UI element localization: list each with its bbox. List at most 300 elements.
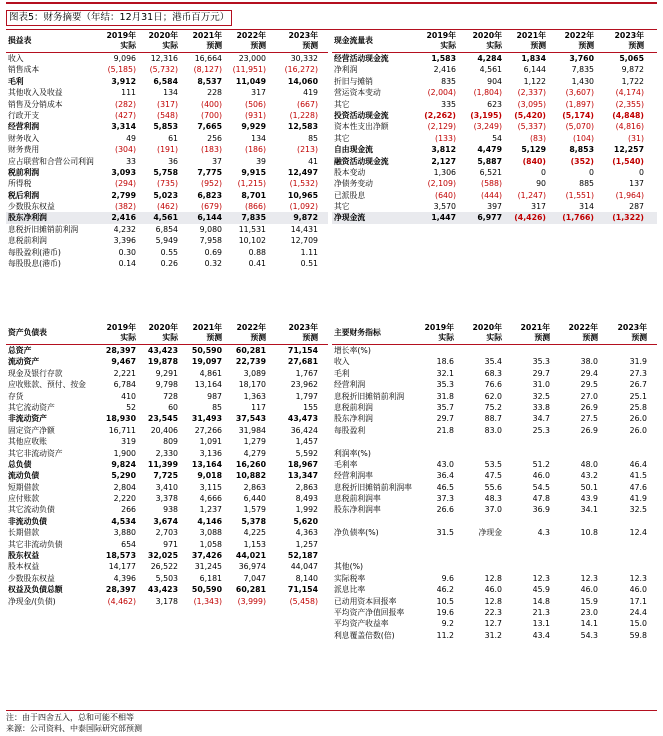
ratios-cell: 26.0 [629,425,647,435]
balance-cell: 3,088 [199,528,222,538]
income-cell: 39 [256,156,266,166]
balance-cell: 8,140 [295,573,318,583]
ratios-row-label: 已动用资本回报率 [334,596,397,606]
income-cell: 0.51 [300,259,318,269]
ratios-row-label: 实际税率 [334,573,366,583]
ratios-cell: 47.8 [532,494,550,504]
cashflow-cell: 1,122 [523,76,546,86]
cashflow-cell: 335 [441,99,456,109]
balance-cell: 1,363 [243,391,266,401]
balance-cell: (4,462) [107,596,136,606]
cashflow-cell: 137 [629,179,644,189]
balance-row [6,561,328,572]
cashflow-cell: (4,426) [514,213,546,223]
cashflow-cell: 0 [541,167,546,177]
balance-row-label: 权益及负债总额 [8,585,63,595]
balance-row-label: 应付账款 [8,494,40,504]
balance-row [6,459,328,470]
balance-cell: 7,047 [243,573,266,583]
balance-cell: 5,503 [155,573,178,583]
balance-cell: 85 [212,402,222,412]
ratios-cell: 37.3 [436,494,454,504]
balance-row-label: 其它非流动资产 [8,448,63,458]
ratios-cell: 10.8 [580,528,598,538]
ratios-cell: 53.5 [484,459,502,469]
ratios-cell: 26.0 [629,414,647,424]
balance-cell: 3,115 [199,482,222,492]
ratios-cell: 59.8 [629,630,647,640]
cashflow-cell: 1,583 [431,54,456,63]
income-row-label: 财务费用 [8,145,40,155]
cashflow-cell: 4,284 [477,54,502,63]
cashflow-cell: (444) [481,190,502,200]
balance-cell: 5,592 [295,448,318,458]
income-row [6,178,328,189]
balance-cell: 22,739 [235,357,266,367]
balance-cell: 6,440 [243,494,266,504]
income-cell: 7,958 [199,236,222,246]
income-cell: 6,584 [153,76,178,86]
ratios-cell: 12.8 [484,596,502,606]
income-cell: 8,537 [197,76,222,86]
year-type-label: 预测 [250,333,266,342]
cashflow-cell: (1,322) [612,213,644,223]
year-label: 2020年 [148,323,178,332]
income-cell: 317 [251,88,266,98]
ratios-cell: 31.5 [436,528,454,538]
ratios-cell: 43.2 [580,471,598,481]
ratios-cell: 88.7 [484,414,502,424]
balance-row [6,413,328,424]
ratios-title: 主要财务指标 [334,328,381,337]
ratios-cell: 21.8 [436,425,454,435]
income-cell: 12,583 [287,122,318,132]
balance-cell: 5,620 [293,516,318,526]
income-cell: 11,049 [235,76,266,86]
year-column-header [412,31,456,51]
year-label: 2023年 [288,323,318,332]
cashflow-cell: (1,804) [473,88,502,98]
ratios-cell: 76.6 [484,380,502,390]
balance-cell: 728 [163,391,178,401]
ratios-cell: 46.0 [484,585,502,595]
income-cell: (952) [201,179,222,189]
ratios-cell: 14.1 [580,619,598,629]
cashflow-cell: 623 [487,99,502,109]
income-row [6,224,328,235]
cashflow-row [332,167,657,178]
balance-cell: 117 [251,402,266,412]
cashflow-cell: (1,766) [562,213,594,223]
ratios-row [332,448,657,459]
ratios-row [332,379,657,390]
balance-row-label: 总资产 [8,346,32,355]
balance-row-label: 现金及银行存款 [8,368,63,378]
balance-row-label: 短期借款 [8,482,40,492]
balance-cell: 13,347 [287,471,318,481]
cashflow-cell: 835 [441,76,456,86]
year-type-label: 实际 [438,333,454,342]
income-row [6,110,328,121]
cashflow-row-label: 自由现金流 [334,145,373,155]
ratios-cell: 35.7 [436,402,454,412]
income-row [6,212,328,223]
year-label: 2022年 [236,323,266,332]
balance-cell: 4,396 [113,573,136,583]
income-cell: 419 [303,88,318,98]
income-cell: 7,775 [197,167,222,177]
cashflow-cell: 4,479 [477,145,502,155]
balance-cell: 9,467 [111,357,136,367]
year-column-header [554,323,598,343]
balance-row-label: 流动负债 [8,471,40,481]
cashflow-row-label: 股本变动 [334,167,366,177]
ratios-row-label: 收入 [334,357,350,367]
balance-row [6,550,328,561]
year-column-header [458,323,502,343]
cashflow-row-label: 净债务变动 [334,179,373,189]
ratios-cell: 13.1 [532,619,550,629]
cashflow-cell: (83) [529,133,546,143]
balance-cell: 3,378 [155,494,178,504]
income-cell: 9,915 [241,167,266,177]
cashflow-row [332,201,657,212]
income-header [6,30,328,53]
income-cell: (462) [157,202,178,212]
ratios-cell: 43.9 [580,494,598,504]
ratios-cell: 46.0 [629,585,647,595]
balance-cell: 9,291 [155,368,178,378]
year-type-label: 预测 [302,41,318,50]
year-label: 2023年 [288,31,318,40]
balance-row [6,539,328,550]
balance-cell: 37,426 [191,551,222,561]
year-type-label: 预测 [302,333,318,342]
ratios-cell: 25.8 [629,402,647,412]
cashflow-cell: (5,174) [562,110,594,120]
income-cell: 228 [207,88,222,98]
cashflow-row-label: 其它 [334,133,350,143]
cashflow-cell: 8,853 [569,145,594,155]
income-cell: 23,000 [238,54,266,63]
cashflow-cell: (4,816) [615,122,644,132]
balance-row-label: 其它流动资产 [8,402,55,412]
income-cell: 16,664 [194,54,222,63]
cashflow-cell: (2,337) [517,88,546,98]
year-column-header [222,323,266,343]
year-type-label: 预测 [631,333,647,342]
ratios-row [332,618,657,629]
year-label: 2021年 [516,31,546,40]
balance-cell: 10,882 [235,471,266,481]
income-cell: (183) [201,145,222,155]
year-label: 2021年 [520,323,550,332]
cashflow-cell: 5,065 [619,54,644,63]
income-row-label: 少数股东权益 [8,202,55,212]
income-row [6,87,328,98]
balance-cell: 14,177 [108,562,136,572]
income-row [6,167,328,178]
income-cell: 5,853 [153,122,178,132]
balance-row [6,527,328,538]
year-label: 2021年 [192,31,222,40]
year-column-header [502,31,546,51]
income-cell: (700) [201,110,222,120]
ratios-cell: 31.2 [484,630,502,640]
cashflow-cell: 5,887 [477,156,502,166]
ratios-cell: 31.8 [436,391,454,401]
year-label: 2020年 [148,31,178,40]
cashflow-cell: 397 [487,202,502,212]
income-cell: 12,497 [287,167,318,177]
ratios-cell: 4.3 [537,528,550,538]
balance-cell: (5,458) [289,596,318,606]
ratios-row-label: 股东净利润率 [334,505,381,515]
ratios-cell: 35.4 [484,357,502,367]
year-column-header [178,323,222,343]
ratios-row [332,345,657,356]
ratios-cell: 34.1 [580,505,598,515]
balance-cell: 1,457 [295,437,318,447]
balance-cell: 3,178 [155,596,178,606]
income-cell: (213) [297,145,318,155]
income-cell: 0.32 [204,259,222,269]
balance-cell: 26,522 [150,562,178,572]
ratios-row [332,425,657,436]
ratios-row-label: 毛利 [334,368,350,378]
year-label: 2022年 [568,323,598,332]
balance-row [6,573,328,584]
cashflow-row-label: 其它 [334,202,350,212]
year-column-header [506,323,550,343]
cashflow-cell: (104) [573,133,594,143]
balance-cell: 1,153 [243,539,266,549]
year-label: 2022年 [236,31,266,40]
income-cell: 14,060 [287,76,318,86]
ratios-row [332,356,657,367]
cashflow-cell: (1,540) [612,156,644,166]
ratios-cell: 29.4 [580,368,598,378]
year-label: 2023年 [614,31,644,40]
cashflow-cell: 287 [629,202,644,212]
balance-cell: 971 [163,539,178,549]
balance-cell: 3,136 [199,448,222,458]
income-cell: 134 [251,133,266,143]
ratios-cell: 47.6 [629,482,647,492]
income-row [6,247,328,258]
cashflow-cell: 6,144 [523,65,546,75]
figure-title: 图表5：财务摘要（年结：12月31日；港币百万元） [6,10,232,26]
income-cell: 1.11 [300,247,318,257]
ratios-cell: 25.3 [532,425,550,435]
balance-cell: 2,220 [113,494,136,504]
balance-cell: 31,493 [191,414,222,424]
balance-row-label: 固定资产净额 [8,425,55,435]
balance-cell: 71,154 [287,585,318,595]
income-cell: (11,951) [232,65,266,75]
balance-sheet-panel [6,322,328,607]
income-cell: 0.88 [248,247,266,257]
income-cell: 3,314 [111,122,136,132]
income-cell: (5,185) [107,65,136,75]
ratios-row-label: 息税折旧摊销前利润 [334,391,405,401]
cashflow-row-label: 经营活动现金流 [334,54,389,63]
cashflow-cell: 1,834 [521,54,546,63]
ratios-cell: 15.0 [629,619,647,629]
balance-cell: 43,423 [147,346,178,355]
ratios-row [332,402,657,413]
year-column-header [458,31,502,51]
cashflow-cell: (2,109) [427,179,456,189]
balance-cell: 4,225 [243,528,266,538]
cashflow-cell: (31) [627,133,644,143]
cashflow-cell: (640) [435,190,456,200]
ratios-row [332,413,657,424]
income-row-label: 息税前利润 [8,236,47,246]
balance-cell: 36,424 [290,425,318,435]
income-row-label: 行政开支 [8,110,40,120]
ratios-cell: 55.6 [484,482,502,492]
year-type-label: 预测 [250,41,266,50]
ratios-row-label: 派息比率 [334,585,366,595]
ratios-cell: 24.4 [629,607,647,617]
cashflow-cell: (1,897) [565,99,594,109]
year-type-label: 预测 [206,333,222,342]
balance-cell: 2,863 [295,482,318,492]
income-row-label: 每股股息(港币) [8,259,61,269]
ratios-cell: 46.2 [436,585,454,595]
cashflow-row-label: 净现金流 [334,213,366,223]
balance-cell: 9,018 [197,471,222,481]
income-row [6,76,328,87]
ratios-row-label: 利润率(%) [334,448,371,458]
income-cell: 0.55 [160,247,178,257]
income-row [6,258,328,269]
year-label: 2019年 [424,323,454,332]
ratios-cell: 47.5 [484,471,502,481]
income-row-label: 毛利 [8,76,24,86]
balance-row-label: 净现金/(负债) [8,596,56,606]
cashflow-cell: 317 [531,202,546,212]
income-cell: 14,431 [290,224,318,234]
balance-cell: 16,711 [108,425,136,435]
cashflow-row-label: 净利润 [334,65,358,75]
income-cell: (5,732) [149,65,178,75]
year-label: 2021年 [192,323,222,332]
cashflow-cell: (2,004) [427,88,456,98]
income-cell: (304) [115,145,136,155]
balance-cell: 50,590 [191,346,222,355]
ratios-cell: 46.5 [436,482,454,492]
balance-cell: 18,573 [105,551,136,561]
balance-row-label: 少数股东权益 [8,573,55,583]
ratios-row [332,630,657,641]
balance-row-label: 非流动负债 [8,516,47,526]
balance-row-label: 其它非流动负债 [8,539,63,549]
ratios-row [332,516,657,527]
cashflow-cell: (4,174) [615,88,644,98]
income-cell: (382) [115,202,136,212]
cashflow-cell: (3,195) [470,110,502,120]
ratios-cell: 31.9 [629,357,647,367]
balance-cell: 4,279 [243,448,266,458]
ratios-cell: 15.9 [580,596,598,606]
ratios-row [332,391,657,402]
income-cell: 9,096 [113,54,136,63]
year-type-label: 实际 [162,333,178,342]
income-row-label: 销售及分销成本 [8,99,63,109]
cashflow-cell: 9,872 [621,65,644,75]
income-cell: 6,144 [197,213,222,223]
income-cell: 9,080 [199,224,222,234]
balance-row-label: 非流动资产 [8,414,47,424]
ratios-row-label: 毛利率 [334,459,358,469]
income-cell: (16,272) [284,65,318,75]
balance-cell: 5,378 [241,516,266,526]
income-cell: (667) [297,99,318,109]
balance-cell: 6,784 [113,380,136,390]
income-cell: 7,665 [197,122,222,132]
income-row [6,190,328,201]
ratios-cell: 29.5 [580,380,598,390]
balance-title: 资产负债表 [8,328,47,337]
year-type-label: 预测 [628,41,644,50]
ratios-row [332,504,657,515]
ratios-cell: 22.3 [484,607,502,617]
balance-cell: 1,257 [295,539,318,549]
balance-cell: 31,245 [194,562,222,572]
income-cell: 4,232 [113,224,136,234]
ratios-cell: 43.0 [436,459,454,469]
balance-row-label: 股本权益 [8,562,40,572]
bottom-rule [6,710,657,711]
balance-cell: 19,878 [147,357,178,367]
ratios-row [332,470,657,481]
income-row [6,64,328,75]
cashflow-cell: 7,835 [571,65,594,75]
ratios-row-label: 经营利润 [334,380,366,390]
cashflow-header [332,30,657,53]
cashflow-row [332,178,657,189]
ratios-cell: 12.3 [532,573,550,583]
ratios-row-label: 息税前利润率 [334,494,381,504]
cashflow-row [332,99,657,110]
cashflow-cell: (1,247) [517,190,546,200]
year-label: 2022年 [564,31,594,40]
ratios-cell: 净现金 [478,528,502,538]
balance-cell: 319 [121,437,136,447]
cashflow-cell: (5,420) [514,110,546,120]
ratios-cell: 32.1 [436,368,454,378]
balance-cell: 18,967 [287,459,318,469]
income-cell: 134 [163,88,178,98]
year-label: 2023年 [617,323,647,332]
ratios-cell: 46.0 [580,585,598,595]
balance-cell: 18,170 [238,380,266,390]
ratios-cell: 46.4 [629,459,647,469]
year-column-header [410,323,454,343]
income-cell: 0.14 [118,259,136,269]
income-row [6,121,328,132]
income-cell: 2,799 [111,190,136,200]
balance-cell: 8,493 [295,494,318,504]
cashflow-cell: (3,249) [473,122,502,132]
ratios-cell: 54.5 [532,482,550,492]
balance-cell: 60,281 [235,585,266,595]
ratios-cell: 17.1 [629,596,647,606]
income-cell: 0.41 [248,259,266,269]
balance-cell: 5,290 [111,471,136,481]
